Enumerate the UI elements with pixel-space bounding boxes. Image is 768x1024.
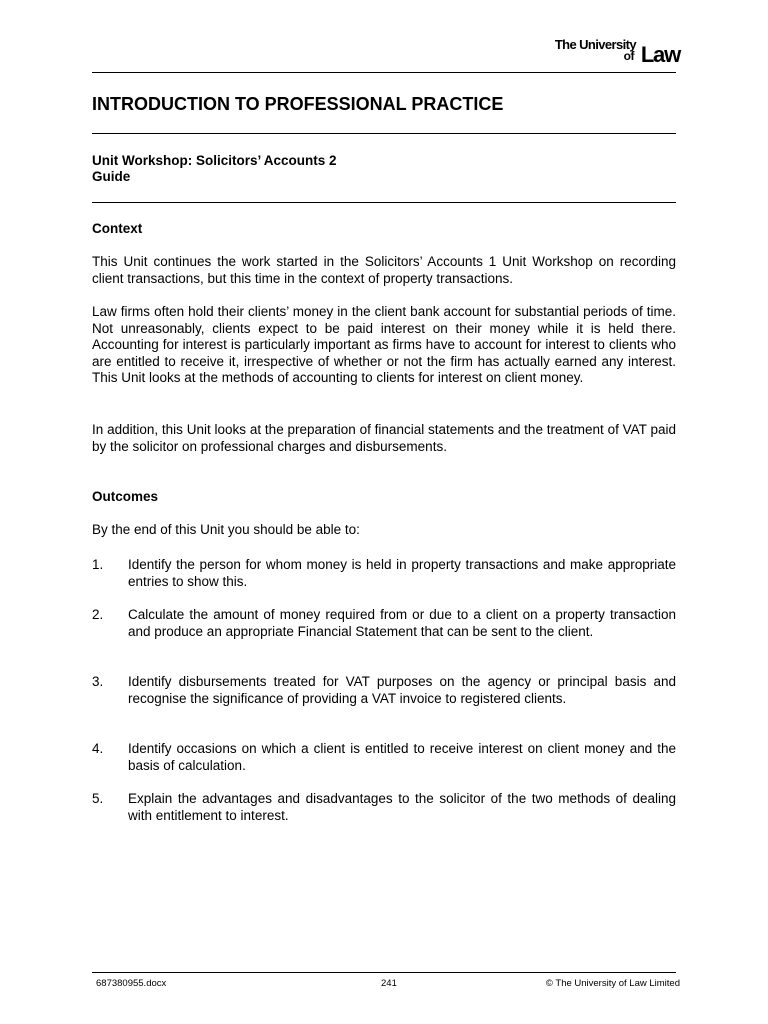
- footer-filename: 687380955.docx: [96, 978, 167, 989]
- outcome-number: 1.: [92, 557, 104, 572]
- university-of-law-logo: [540, 38, 680, 66]
- outcome-item: [92, 741, 676, 774]
- outcome-number: 4.: [92, 741, 104, 756]
- outcome-text: Explain the advantages and disadvantages to the solicitor of the two methods of dealing with entitlement to interest.: [128, 791, 676, 823]
- logo-text-law: Law: [640, 42, 680, 67]
- subtitle-rule: [92, 202, 676, 203]
- footer-page-number: 241: [381, 978, 397, 989]
- context-paragraph-1: This Unit continues the work started in the Solicitors’ Accounts 1 Unit Workshop on recording client transactions, but this time in the context of property transactions.: [92, 254, 676, 286]
- logo-text-of: of: [623, 49, 634, 63]
- outcome-number: 3.: [92, 674, 104, 689]
- outcome-number: 5.: [92, 791, 104, 806]
- unit-workshop-title: Unit Workshop: Solicitors’ Accounts 2: [92, 153, 337, 168]
- outcome-text: Identify the person for whom money is held in property transactions and make appropriate entries to show this.: [128, 557, 676, 589]
- context-paragraph-3: In addition, this Unit looks at the preparation of financial statements and the treatment of VAT paid by the solicitor on professional charges and disbursements.: [92, 422, 676, 454]
- outcome-item: [92, 607, 676, 640]
- logo-text-the-university: The University: [554, 37, 636, 52]
- page-title: INTRODUCTION TO PROFESSIONAL PRACTICE: [92, 94, 504, 114]
- outcome-item: [92, 674, 676, 707]
- outcome-text: Identify occasions on which a client is entitled to receive interest on client money and the basis of calculation.: [128, 741, 676, 773]
- outcome-text: Calculate the amount of money required from or due to a client on a property transaction and produce an appropriate Financial Statement that can be sent to the client.: [128, 607, 676, 639]
- guide-label: Guide: [92, 169, 131, 184]
- outcomes-heading: Outcomes: [92, 489, 159, 504]
- title-rule: [92, 133, 676, 134]
- footer-copyright: © The University of Law Limited: [545, 978, 680, 989]
- outcome-number: 2.: [92, 607, 104, 622]
- outcome-item: [92, 791, 676, 824]
- context-paragraph-2: Law firms often hold their clients’ money in the client bank account for substantial periods of time. Not unreasonably, clients expect to be paid interest on their money while it is held there. Accounting for interest is particularly important as firms have to account for interest to clients who are entitled to receive it, irrespective of whether or not the firm has actually earned any interest. This Unit looks at the methods of accounting to clients for interest on client money.: [92, 304, 676, 386]
- outcome-item: [92, 557, 676, 590]
- outcome-text: Identify disbursements treated for VAT purposes on the agency or principal basis and recognise the significance of providing a VAT invoice to registered clients.: [128, 674, 676, 706]
- header-rule: [92, 72, 676, 73]
- context-heading: Context: [92, 221, 143, 236]
- outcomes-intro: By the end of this Unit you should be able to:: [92, 522, 360, 537]
- footer-rule: [92, 972, 676, 973]
